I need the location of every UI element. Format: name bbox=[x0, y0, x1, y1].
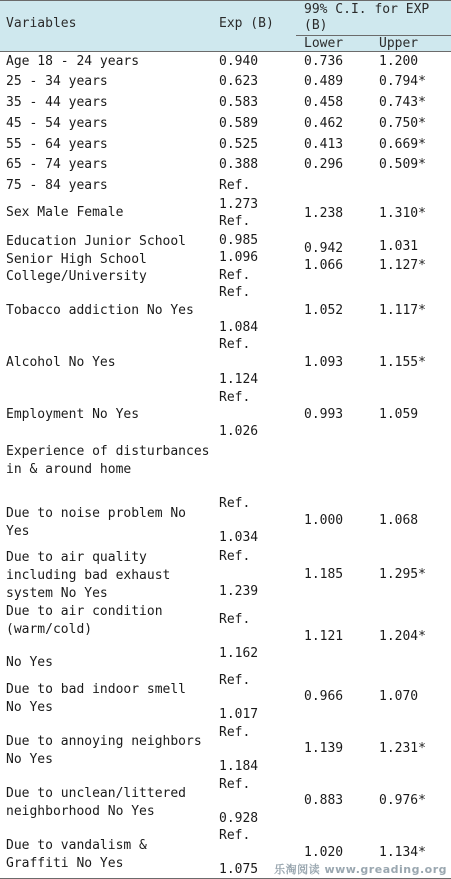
row-upper: 1.068 bbox=[379, 513, 419, 528]
row-variable: 75 - 84 years bbox=[6, 178, 108, 193]
row-lower: 1.238 bbox=[304, 206, 344, 221]
row-lower: 0.462 bbox=[304, 116, 344, 131]
row-lower: 1.139 bbox=[304, 741, 344, 756]
row-upper: 1.204* bbox=[379, 629, 426, 644]
row-variable: Tobacco addiction No Yes bbox=[6, 303, 194, 318]
row-lower: 0.458 bbox=[304, 95, 344, 110]
row-exp: Ref. bbox=[219, 390, 251, 405]
row-variable: Age 18 - 24 years bbox=[6, 54, 140, 69]
row-variable: Education Junior School Senior High School College/University bbox=[6, 234, 187, 284]
row-variable: 25 - 34 years bbox=[6, 74, 108, 89]
row-exp: 0.928 bbox=[219, 811, 259, 826]
row-exp: 0.940 bbox=[219, 54, 259, 69]
row-exp: 1.162 bbox=[219, 646, 259, 661]
row-upper: 0.794* bbox=[379, 74, 426, 89]
row-variable: Due to air quality including bad exhaust system No Yes bbox=[6, 550, 171, 601]
row-lower: 0.736 bbox=[304, 54, 344, 69]
row-exp: 0.388 bbox=[219, 157, 259, 172]
row-variable: Due to annoying neighbors No Yes bbox=[6, 734, 202, 767]
row-lower: 1.020 bbox=[304, 845, 344, 860]
row-exp: Ref. bbox=[219, 214, 251, 229]
row-exp: Ref. bbox=[219, 777, 251, 792]
row-exp: 1.273 bbox=[219, 197, 259, 212]
row-variable: 45 - 54 years bbox=[6, 116, 108, 131]
row-exp: 0.985 bbox=[219, 233, 259, 248]
row-variable: 35 - 44 years bbox=[6, 95, 108, 110]
row-lower: 0.993 bbox=[304, 407, 344, 422]
row-exp: Ref. bbox=[219, 178, 251, 193]
row-upper: 1.117* bbox=[379, 303, 426, 318]
row-exp: 1.034 bbox=[219, 530, 259, 545]
row-upper: 1.134* bbox=[379, 845, 426, 860]
row-exp: 1.026 bbox=[219, 424, 259, 439]
watermark: 乐淘阅读 www.greading.org bbox=[274, 863, 447, 876]
row-lower: 0.296 bbox=[304, 157, 344, 172]
row-exp: 0.589 bbox=[219, 116, 259, 131]
row-lower: 1.121 bbox=[304, 629, 344, 644]
header-lower: Lower bbox=[304, 36, 344, 51]
row-upper: 1.031 bbox=[379, 239, 419, 254]
row-lower: 1.000 bbox=[304, 513, 344, 528]
row-lower: 1.066 bbox=[304, 258, 344, 273]
row-variable: Due to air condition (warm/cold) bbox=[6, 604, 163, 637]
row-exp: 1.084 bbox=[219, 320, 259, 335]
row-exp: 1.184 bbox=[219, 759, 259, 774]
row-upper: 1.070 bbox=[379, 689, 419, 704]
row-exp: 1.239 bbox=[219, 584, 259, 599]
row-upper: 1.127* bbox=[379, 258, 426, 273]
row-variable: Due to unclean/littered neighborhood No Yes bbox=[6, 786, 187, 819]
row-exp: Ref. bbox=[219, 673, 251, 688]
row-exp: 0.583 bbox=[219, 95, 259, 110]
row-variable: Alcohol No Yes bbox=[6, 355, 116, 370]
row-lower: 1.052 bbox=[304, 303, 344, 318]
row-exp: Ref. bbox=[219, 337, 251, 352]
row-exp: Ref. bbox=[219, 268, 251, 283]
row-variable: Sex Male Female bbox=[6, 205, 124, 220]
row-upper: 1.231* bbox=[379, 741, 426, 756]
row-upper: 0.976* bbox=[379, 793, 426, 808]
row-upper: 0.509* bbox=[379, 157, 426, 172]
row-upper: 1.200 bbox=[379, 54, 419, 69]
row-lower: 1.185 bbox=[304, 567, 344, 582]
row-upper: 0.669* bbox=[379, 137, 426, 152]
header-variables: Variables bbox=[6, 16, 77, 31]
row-variable: No Yes bbox=[6, 655, 53, 670]
row-variable: 65 - 74 years bbox=[6, 157, 108, 172]
row-exp: Ref. bbox=[219, 612, 251, 627]
row-variable: Due to noise problem No Yes bbox=[6, 506, 187, 539]
header-ci: 99% C.I. for EXP (B) bbox=[304, 2, 430, 33]
row-lower: 0.413 bbox=[304, 137, 344, 152]
row-lower: 0.883 bbox=[304, 793, 344, 808]
header-exp: Exp (B) bbox=[219, 16, 274, 31]
row-variable: 55 - 64 years bbox=[6, 137, 108, 152]
row-exp: 1.096 bbox=[219, 250, 259, 265]
row-exp: Ref. bbox=[219, 285, 251, 300]
top-rule bbox=[0, 0, 451, 1]
header-upper: Upper bbox=[379, 36, 419, 51]
section-heading: Experience of disturbances in & around home bbox=[6, 444, 210, 477]
row-exp: Ref. bbox=[219, 725, 251, 740]
row-variable: Employment No Yes bbox=[6, 407, 140, 422]
row-upper: 0.743* bbox=[379, 95, 426, 110]
row-exp: Ref. bbox=[219, 496, 251, 511]
row-exp: Ref. bbox=[219, 828, 251, 843]
row-variable: Due to bad indoor smell No Yes bbox=[6, 682, 187, 715]
row-exp: 1.017 bbox=[219, 707, 259, 722]
row-exp: 0.623 bbox=[219, 74, 259, 89]
row-variable: Due to vandalism & Graffiti No Yes bbox=[6, 838, 147, 871]
row-upper: 1.059 bbox=[379, 407, 419, 422]
row-lower: 0.942 bbox=[304, 241, 344, 256]
row-lower: 1.093 bbox=[304, 355, 344, 370]
row-lower: 0.966 bbox=[304, 689, 344, 704]
row-exp: 1.075 bbox=[219, 862, 259, 877]
row-upper: 1.155* bbox=[379, 355, 426, 370]
row-upper: 1.310* bbox=[379, 206, 426, 221]
row-exp: 0.525 bbox=[219, 137, 259, 152]
row-exp: Ref. bbox=[219, 549, 251, 564]
row-upper: 0.750* bbox=[379, 116, 426, 131]
row-upper: 1.295* bbox=[379, 567, 426, 582]
row-exp: 1.124 bbox=[219, 372, 259, 387]
row-lower: 0.489 bbox=[304, 74, 344, 89]
